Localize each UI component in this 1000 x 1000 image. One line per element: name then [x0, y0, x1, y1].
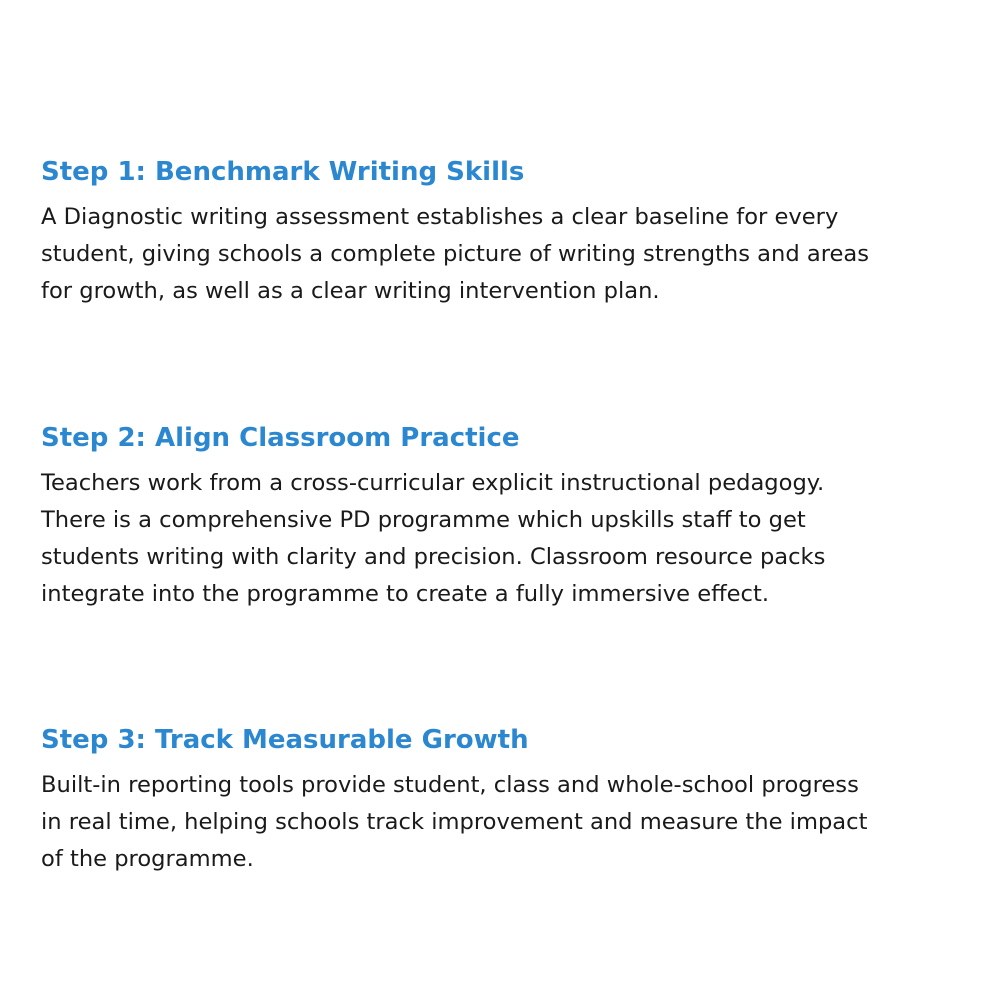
step-3-description-line: Built-in reporting tools provide student, class and whole-school progress	[41, 772, 859, 798]
step-3-description-line: in real time, helping schools track improvement and measure the impact	[41, 809, 868, 835]
step-2-description-line: There is a comprehensive PD programme which upskills staff to get	[41, 507, 806, 533]
step-1-description-line: for growth, as well as a clear writing intervention plan.	[41, 278, 660, 304]
step-3-description	[41, 767, 981, 878]
step-1-description-line: A Diagnostic writing assessment establishes a clear baseline for every	[41, 204, 839, 230]
step-2-description-line: integrate into the programme to create a fully immersive effect.	[41, 581, 770, 607]
step-3-heading: Step 3: Track Measurable Growth	[41, 725, 529, 755]
step-3-section	[41, 723, 981, 878]
step-2-section	[41, 421, 981, 613]
step-2-description-line: Teachers work from a cross-curricular explicit instructional pedagogy.	[41, 470, 825, 496]
step-2-heading: Step 2: Align Classroom Practice	[41, 423, 520, 453]
step-1-description	[41, 199, 981, 310]
step-2-description-line: students writing with clarity and precision. Classroom resource packs	[41, 544, 826, 570]
step-1-heading: Step 1: Benchmark Writing Skills	[41, 157, 525, 187]
step-3-description-line: of the programme.	[41, 846, 254, 872]
step-2-description	[41, 465, 981, 613]
step-1-section	[41, 155, 981, 310]
step-1-description-line: student, giving schools a complete picture of writing strengths and areas	[41, 241, 870, 267]
